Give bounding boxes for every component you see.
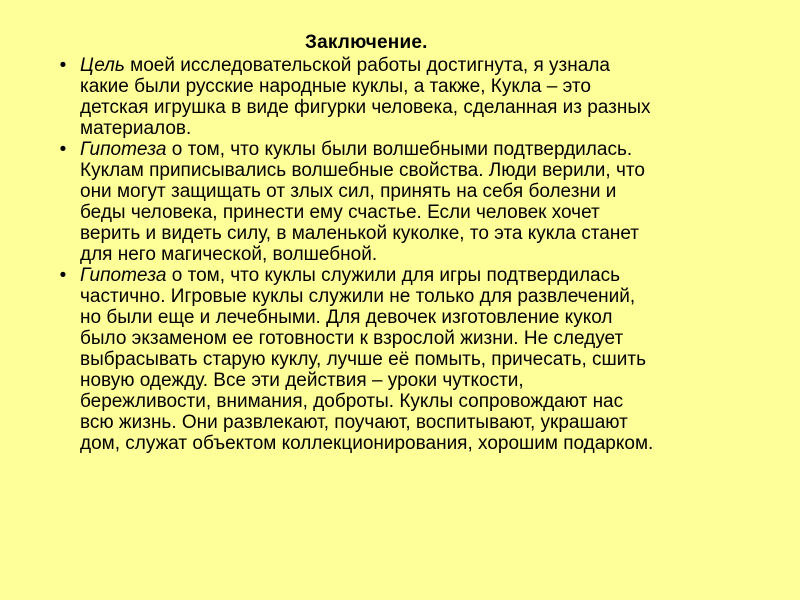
bullet-icon: • bbox=[59, 265, 67, 286]
list-item-text bbox=[80, 55, 756, 139]
text-line: новую одежду. Все эти действия – уроки чуткости, bbox=[80, 370, 524, 391]
text-line: всю жизнь. Они развлекают, поучают, воспитывают, украшают bbox=[80, 412, 628, 433]
slide-title: Заключение. bbox=[305, 32, 428, 53]
text-line: какие были русские народные куклы, а также, Кукла – это bbox=[80, 76, 591, 97]
text-line bbox=[80, 55, 756, 76]
list-item-goal bbox=[56, 55, 756, 139]
bullet-icon: • bbox=[59, 139, 67, 160]
line-text: моей исследовательской работы достигнута, я узнала bbox=[124, 55, 610, 76]
text-line: частично. Игровые куклы служили не только для развлечений, bbox=[80, 286, 636, 307]
text-line: верить и видеть силу, в маленькой куколке, то эта кукла станет bbox=[80, 223, 639, 244]
text-line: дом, служат объектом коллекционирования, хорошим подарком. bbox=[80, 433, 654, 454]
list-item-text bbox=[80, 139, 756, 265]
text-line: они могут защищать от злых сил, принять на себя болезни и bbox=[80, 181, 617, 202]
text-line: беды человека, принести ему счастье. Если человек хочет bbox=[80, 202, 600, 223]
bullet-icon: • bbox=[59, 55, 67, 76]
text-line: для него магической, волшебной. bbox=[80, 244, 378, 265]
text-line: было экзаменом ее готовности к взрослой жизни. Не следует bbox=[80, 328, 624, 349]
text-line bbox=[80, 265, 756, 286]
text-line: материалов. bbox=[80, 118, 192, 139]
list-item-hypothesis-magic bbox=[56, 139, 756, 265]
list-item-text bbox=[80, 265, 756, 454]
lead-word: Цель bbox=[80, 55, 125, 76]
lead-word: Гипотеза bbox=[80, 265, 167, 286]
line-text: о том, что куклы были волшебными подтвердилась. bbox=[166, 139, 633, 160]
list-item-hypothesis-play bbox=[56, 265, 756, 454]
line-text: о том, что куклы служили для игры подтвердилась bbox=[166, 265, 621, 286]
text-line: детская игрушка в виде фигурки человека, сделанная из разных bbox=[80, 97, 651, 118]
text-line: но были еще и лечебными. Для девочек изготовление кукол bbox=[80, 307, 613, 328]
text-line: Куклам приписывались волшебные свойства. Люди верили, что bbox=[80, 160, 645, 181]
text-line: бережливости, внимания, доброты. Куклы сопровождают нас bbox=[80, 391, 624, 412]
text-line bbox=[80, 139, 756, 160]
conclusion-list bbox=[56, 55, 756, 454]
text-line: выбрасывать старую куклу, лучше её помыть, причесать, сшить bbox=[80, 349, 646, 370]
lead-word: Гипотеза bbox=[80, 139, 167, 160]
